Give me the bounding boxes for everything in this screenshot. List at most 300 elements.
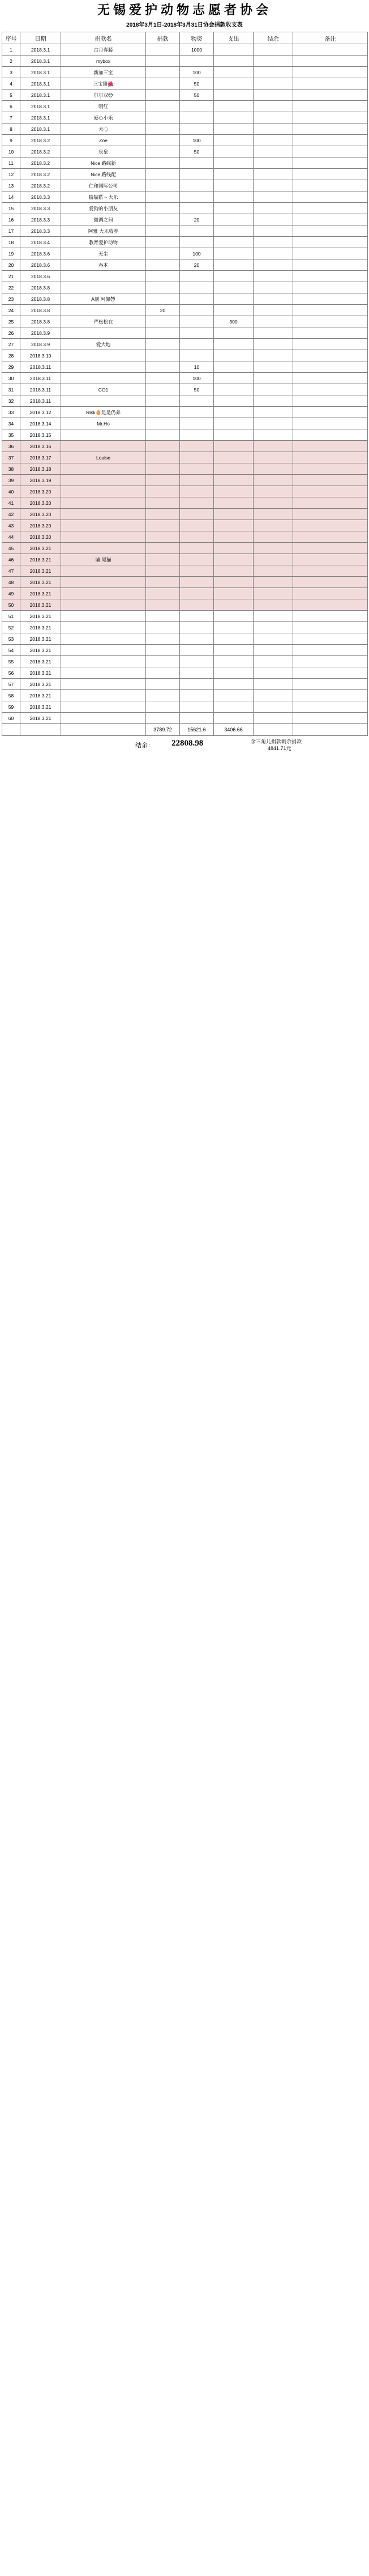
row-date: 2018.3.18 [20,463,61,475]
row-expense [214,180,254,191]
row-date: 2018.3.12 [20,407,61,418]
row-supplies [180,690,214,701]
row-note [293,418,368,429]
row-note [293,350,368,361]
row-index: 10 [2,146,20,157]
row-index: 24 [2,305,20,316]
row-supplies [180,645,214,656]
row-index: 17 [2,225,20,237]
row-note [293,90,368,101]
row-note [293,611,368,622]
row-date: 2018.3.21 [20,679,61,690]
row-balance [254,645,293,656]
row-expense [214,78,254,90]
row-donation [146,44,180,56]
row-donation [146,169,180,180]
row-index: 9 [2,135,20,146]
row-donor [61,611,146,622]
row-balance [254,452,293,463]
row-expense [214,667,254,679]
row-date: 2018.3.20 [20,497,61,509]
row-donor [61,520,146,531]
row-expense [214,656,254,667]
row-supplies [180,124,214,135]
row-expense [214,475,254,486]
row-index: 45 [2,543,20,554]
row-donor: 猫猫猫 ~ 大乐 [61,191,146,203]
row-date: 2018.3.21 [20,622,61,633]
row-supplies [180,305,214,316]
header-donation: 捐款 [146,32,180,44]
row-expense [214,157,254,169]
row-expense [214,622,254,633]
row-donation [146,124,180,135]
table-row [2,316,368,327]
table-row [2,339,368,350]
summary-supplies: 15621.6 [180,724,214,736]
row-date: 2018.3.2 [20,180,61,191]
row-balance [254,237,293,248]
row-donor [61,713,146,724]
row-supplies [180,237,214,248]
row-supplies [180,475,214,486]
row-index: 25 [2,316,20,327]
row-supplies [180,667,214,679]
row-note [293,157,368,169]
row-donation [146,78,180,90]
row-donor [61,701,146,713]
row-donor: Mr.Ho [61,418,146,429]
row-index: 51 [2,611,20,622]
row-date: 2018.3.21 [20,633,61,645]
row-balance [254,112,293,124]
row-supplies [180,713,214,724]
table-row [2,565,368,577]
row-balance [254,56,293,67]
table-row [2,645,368,656]
table-row [2,214,368,225]
row-note [293,271,368,282]
row-date: 2018.3.11 [20,395,61,407]
row-supplies [180,633,214,645]
row-expense [214,679,254,690]
row-donation [146,599,180,611]
row-expense [214,327,254,339]
row-donation [146,690,180,701]
row-donation [146,679,180,690]
table-row [2,373,368,384]
row-supplies [180,271,214,282]
row-expense [214,305,254,316]
row-donor: 微调之间 [61,214,146,225]
row-donor: 吞本 [61,259,146,271]
row-index: 2 [2,56,20,67]
row-date: 2018.3.14 [20,418,61,429]
row-index: 37 [2,452,20,463]
row-expense [214,395,254,407]
row-expense [214,531,254,543]
row-supplies [180,554,214,565]
row-balance [254,135,293,146]
row-supplies [180,463,214,475]
row-index: 19 [2,248,20,259]
row-expense [214,429,254,441]
row-date: 2018.3.1 [20,124,61,135]
row-expense [214,543,254,554]
row-date: 2018.3.3 [20,214,61,225]
row-date: 2018.3.1 [20,101,61,112]
row-donor: 明红 [61,101,146,112]
row-note [293,407,368,418]
row-note [293,486,368,497]
row-supplies [180,577,214,588]
row-date: 2018.3.1 [20,90,61,101]
row-index: 43 [2,520,20,531]
table-row [2,463,368,475]
row-note [293,112,368,124]
row-donation [146,112,180,124]
row-donation [146,237,180,248]
row-date: 2018.3.3 [20,203,61,214]
row-donor [61,531,146,543]
row-donor [61,645,146,656]
row-expense [214,124,254,135]
row-balance [254,384,293,395]
table-row [2,418,368,429]
row-expense: 300 [214,316,254,327]
row-expense [214,577,254,588]
row-donation [146,373,180,384]
table-row [2,395,368,407]
row-donor [61,622,146,633]
row-supplies [180,101,214,112]
row-note [293,395,368,407]
table-row [2,554,368,565]
row-donor [61,305,146,316]
row-donation [146,475,180,486]
header-index: 序号 [2,32,20,44]
row-note [293,690,368,701]
row-index: 6 [2,101,20,112]
row-balance [254,656,293,667]
row-supplies: 100 [180,373,214,384]
row-expense [214,350,254,361]
row-date: 2018.3.2 [20,157,61,169]
row-expense [214,463,254,475]
row-balance [254,282,293,293]
table-row [2,452,368,463]
row-supplies: 100 [180,67,214,78]
row-donation [146,441,180,452]
row-supplies [180,339,214,350]
total-label: 结余： [135,742,154,749]
row-note [293,56,368,67]
row-date: 2018.3.21 [20,656,61,667]
row-expense [214,645,254,656]
row-date: 2018.3.21 [20,701,61,713]
table-row [2,305,368,316]
row-donor [61,373,146,384]
row-supplies [180,599,214,611]
table-row [2,67,368,78]
row-donation [146,56,180,67]
row-date: 2018.3.21 [20,599,61,611]
row-supplies [180,169,214,180]
row-index: 40 [2,486,20,497]
row-donor [61,509,146,520]
row-expense [214,509,254,520]
table-row [2,690,368,701]
row-expense [214,690,254,701]
header-donor: 捐款名 [61,32,146,44]
table-row [2,407,368,418]
row-balance [254,373,293,384]
row-index: 11 [2,157,20,169]
row-note [293,588,368,599]
row-balance [254,599,293,611]
row-date: 2018.3.20 [20,486,61,497]
row-donor [61,282,146,293]
table-row [2,282,368,293]
row-supplies [180,588,214,599]
table-row [2,429,368,441]
row-expense [214,520,254,531]
row-index: 59 [2,701,20,713]
row-supplies [180,350,214,361]
row-note [293,282,368,293]
row-donor: 犬心 [61,124,146,135]
row-balance [254,509,293,520]
row-expense [214,384,254,395]
row-note [293,599,368,611]
row-date: 2018.3.1 [20,112,61,124]
row-balance [254,690,293,701]
row-balance [254,146,293,157]
row-donation [146,656,180,667]
row-index: 26 [2,327,20,339]
row-donation [146,350,180,361]
row-index: 21 [2,271,20,282]
row-note [293,259,368,271]
row-note [293,293,368,305]
row-donor: Zoe [61,135,146,146]
row-donation [146,713,180,724]
row-donation [146,554,180,565]
row-balance [254,361,293,373]
row-balance [254,565,293,577]
table-row [2,169,368,180]
row-donation [146,622,180,633]
row-balance [254,271,293,282]
row-donor: 仁和国际公司 [61,180,146,191]
row-balance [254,531,293,543]
row-donor: 尔尔双😊 [61,90,146,101]
row-balance [254,157,293,169]
row-donor: Nice 路线新 [61,157,146,169]
row-donor [61,429,146,441]
row-expense [214,599,254,611]
page-title: 无锡爱护动物志愿者协会 [97,3,272,17]
row-balance [254,44,293,56]
ledger-body [2,44,368,736]
row-supplies [180,441,214,452]
row-balance [254,497,293,509]
row-supplies [180,112,214,124]
row-donation: 20 [146,305,180,316]
table-row [2,543,368,554]
row-donation [146,135,180,146]
row-donation [146,395,180,407]
row-balance [254,577,293,588]
row-expense [214,293,254,305]
row-supplies [180,293,214,305]
row-note [293,67,368,78]
row-index: 3 [2,67,20,78]
row-expense [214,633,254,645]
row-supplies: 50 [180,384,214,395]
row-expense [214,554,254,565]
row-expense [214,271,254,282]
row-date: 2018.3.20 [20,509,61,520]
row-donor [61,350,146,361]
header-supplies: 物资 [180,32,214,44]
row-donor [61,577,146,588]
row-donor [61,656,146,667]
row-donor: CO1 [61,384,146,395]
row-expense [214,452,254,463]
row-note [293,248,368,259]
row-note [293,622,368,633]
table-row [2,679,368,690]
row-supplies: 20 [180,214,214,225]
row-donor [61,543,146,554]
row-supplies: 100 [180,135,214,146]
row-balance [254,101,293,112]
table-row [2,293,368,305]
row-note [293,384,368,395]
row-donation [146,67,180,78]
row-supplies [180,395,214,407]
row-index: 54 [2,645,20,656]
row-donation [146,565,180,577]
row-index: 57 [2,679,20,690]
row-index: 23 [2,293,20,305]
row-note [293,667,368,679]
row-note [293,203,368,214]
row-donor: 新加三宝 [61,67,146,78]
row-date: 2018.3.11 [20,384,61,395]
row-balance [254,90,293,101]
row-donation [146,214,180,225]
table-row [2,486,368,497]
row-expense [214,339,254,350]
row-date: 2018.3.4 [20,237,61,248]
row-note [293,305,368,316]
row-note [293,713,368,724]
row-note [293,44,368,56]
row-supplies [180,611,214,622]
table-row [2,157,368,169]
row-balance [254,293,293,305]
row-expense [214,611,254,622]
row-balance [254,667,293,679]
row-balance [254,203,293,214]
row-note [293,633,368,645]
row-donation [146,509,180,520]
row-index: 50 [2,599,20,611]
row-note [293,180,368,191]
summary-expense: 3406.66 [214,724,254,736]
row-donation [146,339,180,350]
row-donation [146,429,180,441]
row-supplies: 50 [180,78,214,90]
row-date: 2018.3.3 [20,225,61,237]
table-row [2,237,368,248]
row-index: 7 [2,112,20,124]
row-date: 2018.3.8 [20,316,61,327]
row-index: 15 [2,203,20,214]
row-supplies [180,157,214,169]
row-balance [254,611,293,622]
row-supplies [180,407,214,418]
row-expense [214,169,254,180]
row-expense [214,373,254,384]
row-note [293,509,368,520]
row-note [293,169,368,180]
row-note [293,316,368,327]
row-note [293,225,368,237]
row-index: 39 [2,475,20,486]
row-donor [61,475,146,486]
table-row [2,656,368,667]
table-row [2,633,368,645]
row-donor [61,441,146,452]
row-expense [214,135,254,146]
row-donation [146,316,180,327]
row-donation [146,633,180,645]
header-row [2,32,368,44]
row-donor: mybox [61,56,146,67]
header-note: 备注 [293,32,368,44]
row-index: 8 [2,124,20,135]
row-note [293,565,368,577]
row-date: 2018.3.21 [20,543,61,554]
row-donation [146,282,180,293]
row-date: 2018.3.21 [20,565,61,577]
row-supplies [180,486,214,497]
row-donor [61,271,146,282]
row-note [293,656,368,667]
row-supplies [180,56,214,67]
row-date: 2018.3.9 [20,327,61,339]
table-row [2,225,368,237]
row-balance [254,67,293,78]
table-row [2,124,368,135]
row-supplies: 50 [180,90,214,101]
row-donation [146,407,180,418]
row-donation [146,259,180,271]
row-date: 2018.3.6 [20,271,61,282]
row-donor: Louise [61,452,146,463]
row-donation [146,384,180,395]
row-expense [214,701,254,713]
row-note [293,339,368,350]
row-index: 56 [2,667,20,679]
row-note [293,373,368,384]
table-row [2,713,368,724]
row-donation [146,611,180,622]
row-donor: Nice 路线配 [61,169,146,180]
